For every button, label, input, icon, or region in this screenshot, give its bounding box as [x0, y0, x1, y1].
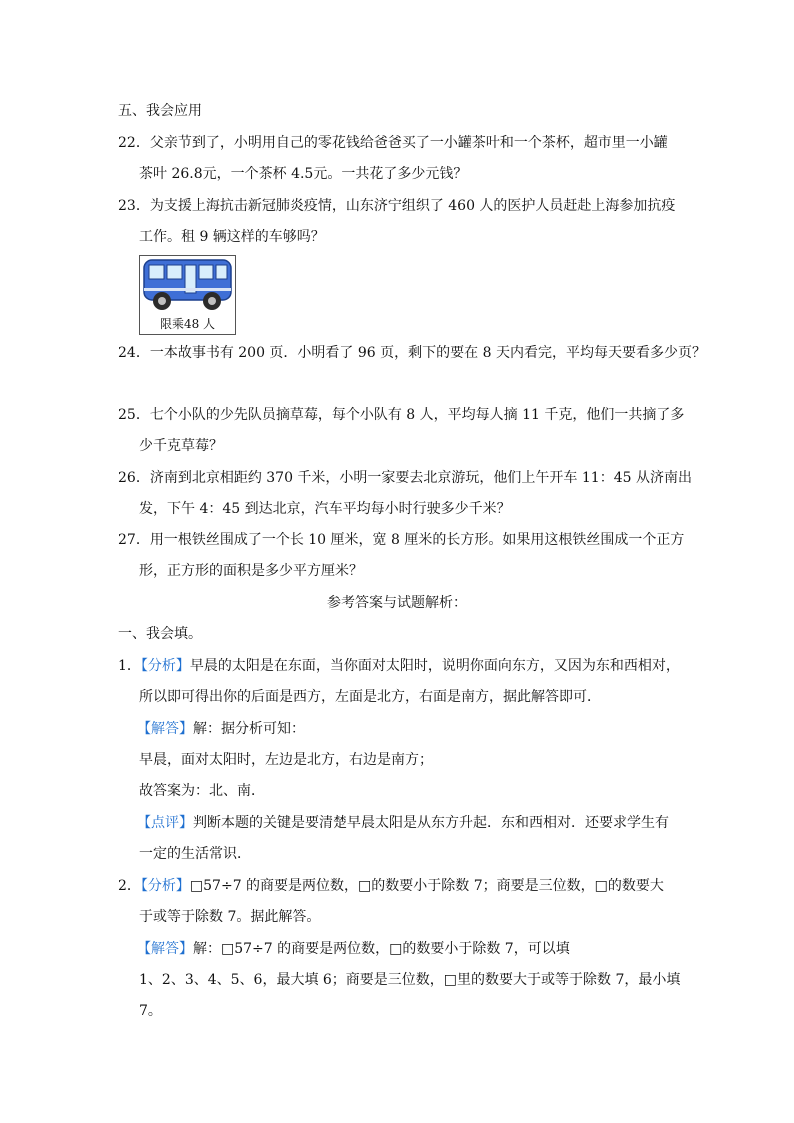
q22-line-2: 茶叶 26.8元，一个茶杯 4.5元。一共花了多少元钱？ [139, 166, 468, 182]
a1-answer-tag: 【解答】 [137, 721, 193, 737]
a1-comment-text-1: 判断本题的关键是要清楚早晨太阳是从东方升起．东和西相对．还要求学生有 [193, 815, 669, 831]
a2-analysis-line-2: 于或等于除数 7。据此解答。 [139, 909, 321, 925]
a2-answer-line-2: 1、2、3、4、5、6，最大填 6；商要是三位数，□里的数要大于或等于除数 7，最小填 [139, 972, 681, 988]
a2-answer-tag: 【解答】 [137, 941, 193, 957]
a1-analysis-tag: 【分析】 [140, 658, 190, 674]
a1-answer-line-2: 早晨，面对太阳时，左边是北方，右边是南方； [139, 752, 433, 768]
a1-analysis-text-1: 早晨的太阳是在东面，当你面对太阳时，说明你面向东方，又因为东和西相对， [189, 658, 680, 674]
section-title-apply: 五、我会应用 [118, 103, 202, 119]
q27-line-2: 形，正方形的面积是多少平方厘米？ [139, 563, 363, 579]
a1-comment-line-1 [137, 813, 669, 833]
bus-icon [140, 256, 235, 316]
section-title-fill: 一、我会填。 [118, 626, 202, 642]
q23-line-1: 23．为支援上海抗击新冠肺炎疫情，山东济宁组织了 460 人的医护人员赶赴上海参加抗疫 [118, 198, 676, 214]
a2-analysis-tag: 【分析】 [140, 878, 190, 894]
q23-line-2: 工作。租 9 辆这样的车够吗？ [139, 229, 325, 245]
q25-line-1: 25．七个小队的少先队员摘草莓，每个小队有 8 人，平均每人摘 11 千克，他们一共摘了多 [118, 407, 685, 423]
a2-answer-line-1 [137, 939, 570, 959]
a1-answer-line-3: 故答案为：北、南． [139, 783, 265, 799]
a1-comment-line-2: 一定的生活常识． [139, 846, 251, 862]
q22-line-1: 22．父亲节到了，小明用自己的零花钱给爸爸买了一小罐茶叶和一个茶杯，超市里一小罐 [118, 135, 668, 151]
a1-answer-text-1: 解：据分析可知： [193, 721, 305, 737]
q25-line-2: 少千克草莓？ [139, 438, 223, 454]
q26-line-1: 26．济南到北京相距约 370 千米，小明一家要去北京游玩，他们上午开车 11：45 从济南出 [118, 470, 692, 486]
q27-line-1: 27．用一根铁丝围成了一个长 10 厘米，宽 8 厘米的长方形。如果用这根铁丝围成一个正方 [118, 532, 685, 548]
a2-number: 2． [118, 878, 141, 894]
bus-illustration [139, 255, 236, 335]
bus-capacity-caption: 限乘48 人 [159, 317, 216, 331]
a1-comment-tag: 【点评】 [137, 815, 193, 831]
a1-number: 1． [118, 658, 141, 674]
a1-analysis-line-1 [118, 656, 680, 676]
a1-answer-line-1 [137, 719, 305, 739]
question-24: 24．一本故事书有 200 页．小明看了 96 页，剩下的要在 8 天内看完，平均每天要看多少页？ [118, 345, 706, 361]
answers-title: 参考答案与试题解析： [327, 595, 467, 611]
q26-line-2: 发，下午 4：45 到达北京，汽车平均每小时行驶多少千米？ [139, 501, 511, 517]
a2-analysis-line-1 [118, 876, 664, 896]
a2-answer-line-3: 7。 [139, 1003, 162, 1019]
a2-answer-text-1: 解：□57÷7 的商要是两位数，□的数要小于除数 7，可以填 [193, 941, 570, 957]
a1-analysis-line-2: 所以即可得出你的后面是西方，左面是北方，右面是南方，据此解答即可． [139, 689, 601, 705]
a2-analysis-text-1: □57÷7 的商要是两位数，□的数要小于除数 7；商要是三位数，□的数要大 [189, 878, 664, 894]
